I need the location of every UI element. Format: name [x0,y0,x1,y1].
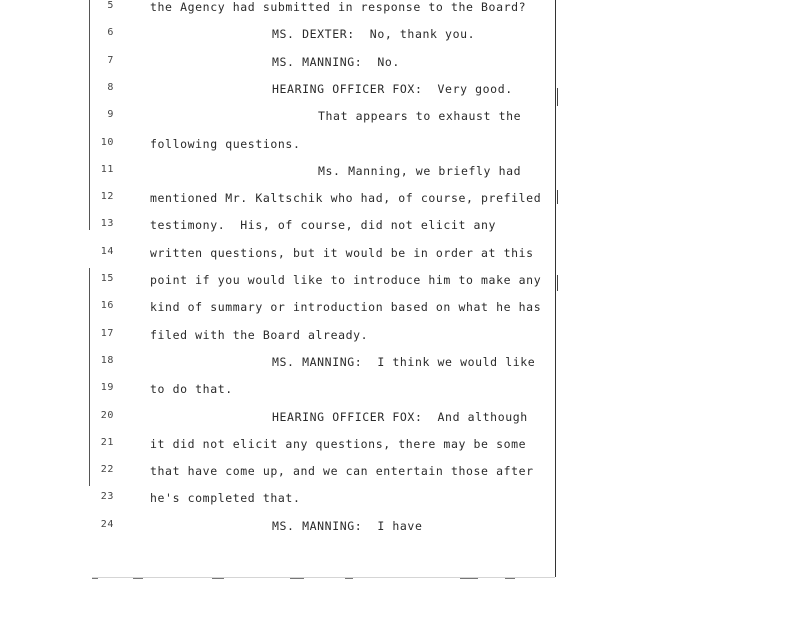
line-text: point if you would like to introduce him to make any [150,273,542,287]
line-text: That appears to exhaust the [318,109,522,124]
transcript-line [0,0,800,20]
line-text: he's completed that. [150,491,301,506]
line-number: 9 [107,109,114,121]
transcript-line [0,355,800,375]
transcript-line [0,191,800,211]
line-number: 11 [100,163,114,175]
line-number: 17 [100,327,114,339]
transcript-line [0,273,800,293]
transcript-line [0,382,800,402]
transcript-line [0,109,800,129]
line-text: the Agency had submitted in response to the Board? [150,0,527,14]
line-number: 20 [100,409,114,421]
line-text: MS. MANNING: I have [272,518,423,533]
scan-artifact [212,578,224,579]
transcript-line [0,519,800,539]
scan-artifact [133,578,143,579]
transcript-line [0,55,800,75]
line-text: it did not elicit any questions, there may be some [150,436,527,451]
bottom-scan-line [92,577,555,578]
line-number: 6 [107,27,114,39]
transcript-line [0,437,800,457]
transcript-line [0,491,800,511]
transcript-line [0,300,800,320]
line-number: 18 [100,354,114,366]
line-number: 14 [100,245,114,257]
transcript-line [0,82,800,102]
line-number: 23 [100,491,114,503]
line-number: 15 [100,273,114,284]
line-text: that have come up, and we can entertain those after [150,464,534,479]
line-text: MS. DEXTER: No, thank you. [272,27,476,42]
line-number: 8 [107,81,114,93]
line-number: 5 [107,0,114,11]
line-number: 12 [100,191,114,203]
line-text: MS. MANNING: I think we would like [272,354,536,369]
scan-artifact [92,578,98,579]
scan-artifact [290,578,304,579]
line-text: written questions, but it would be in order at this [150,245,534,260]
line-text: HEARING OFFICER FOX: Very good. [272,81,513,96]
line-number: 10 [100,136,114,148]
line-text: Ms. Manning, we briefly had [318,163,522,178]
scan-artifact [505,578,515,579]
line-number: 16 [100,300,114,312]
line-text: filed with the Board already. [150,327,369,342]
line-number: 19 [100,382,114,394]
line-number: 7 [107,54,114,66]
line-text: following questions. [150,136,301,151]
line-number: 21 [100,436,114,448]
transcript-line [0,218,800,238]
transcript-line [0,246,800,266]
line-text: testimony. His, of course, did not elicit any [150,218,497,233]
line-text: to do that. [150,382,233,397]
line-number: 13 [100,218,114,230]
scan-artifact [460,578,478,579]
line-text: MS. MANNING: No. [272,54,400,69]
scan-artifact [345,578,353,579]
transcript-line [0,137,800,157]
transcript-line [0,328,800,348]
transcript-line [0,464,800,484]
line-text: mentioned Mr. Kaltschik who had, of course, prefiled [150,191,542,206]
transcript-line [0,27,800,47]
transcript-line [0,410,800,430]
line-number: 22 [100,464,114,476]
line-text: kind of summary or introduction based on what he has [150,300,542,315]
line-text: HEARING OFFICER FOX: And although [272,409,528,424]
transcript-line [0,164,800,184]
line-number: 24 [100,518,114,530]
